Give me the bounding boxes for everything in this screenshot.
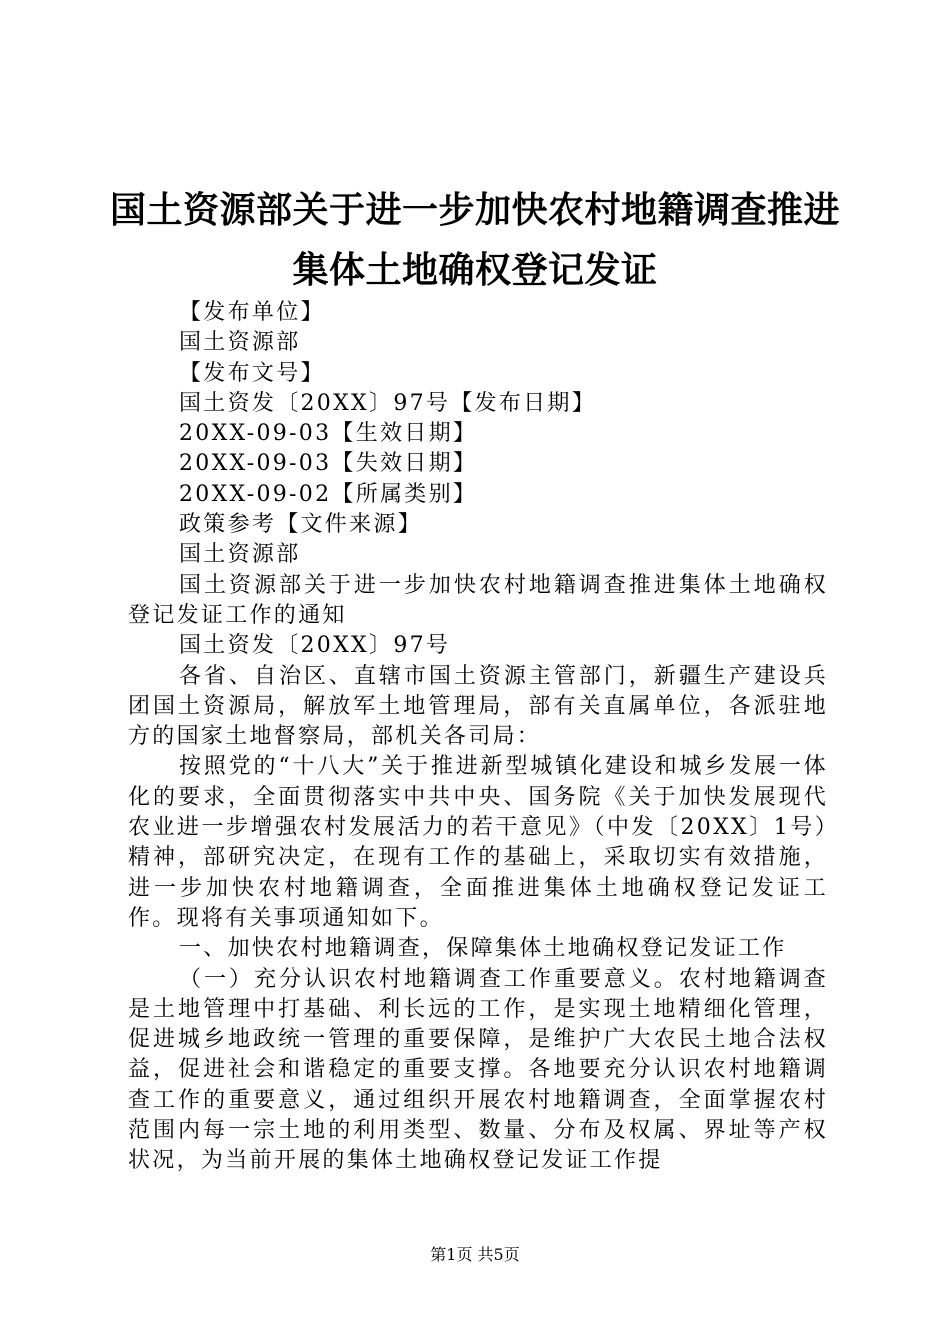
notice-title: 国土资源部关于进一步加快农村地籍调查推进集体土地确权登记发证工作的通知 [128,572,828,628]
section-1-heading: 一、加快农村地籍调查，保障集体土地确权登记发证工作 [179,936,787,962]
intro-paragraph: 按照党的“十八大”关于推进新型城镇化建设和城乡发展一体化的要求，全面贯彻落实中共中央、国务院《关于加快发展现代农业进一步增强农村发展活力的若干意见》（中发〔20XX〕1号）精神，部研究决定，在现有工作的基础上，采取切实有效措施，进一步加快农村地籍调查，全面推进集体土地确权登记发证工作。现将有关事项通知如下。 [128,754,828,931]
document-body [128,298,828,1177]
page-footer: 第1页 共5页 [430,1245,520,1264]
doc-number-label: 【发布文号】 [179,360,325,386]
doc-number-value: 国土资发〔20XX〕97号【发布日期】 [179,390,597,416]
section-1-item-1: （一）充分认识农村地籍调查工作重要意义。农村地籍调查是土地管理中打基础、利长远的工作，是实现土地精细化管理，促进城乡地政统一管理的重要保障，是维护广大农民土地合法权益，促进社会和谐稳定的重要支撑。各地要充分认识农村地籍调查工作的重要意义，通过组织开展农村地籍调查，全面掌握农村范围内每一宗土地的利用类型、数量、分布及权属、界址等产权状况，为当前开展的集体土地确权登记发证工作提 [128,966,828,1174]
document-title-line-2: 集体土地确权登记发证 [292,249,658,291]
publish-date-value: 20XX-09-03【生效日期】 [179,421,478,447]
addressee-paragraph: 各省、自治区、直辖市国土资源主管部门，新疆生产建设兵团国土资源局，解放军土地管理局，部有关直属单位，各派驻地方的国家土地督察局，部机关各司局： [128,663,828,750]
document-title-line-1: 国土资源部关于进一步加快农村地籍调查推进 [109,189,840,231]
publisher-value: 国土资源部 [179,330,301,356]
expiry-date-value: 20XX-09-02【所属类别】 [179,481,478,507]
source-value: 国土资源部 [179,542,301,568]
effective-date-value: 20XX-09-03【失效日期】 [179,451,478,477]
publisher-label: 【发布单位】 [179,300,325,325]
notice-doc-number: 国土资发〔20XX〕97号 [179,633,451,659]
category-value: 政策参考【文件来源】 [179,512,423,538]
